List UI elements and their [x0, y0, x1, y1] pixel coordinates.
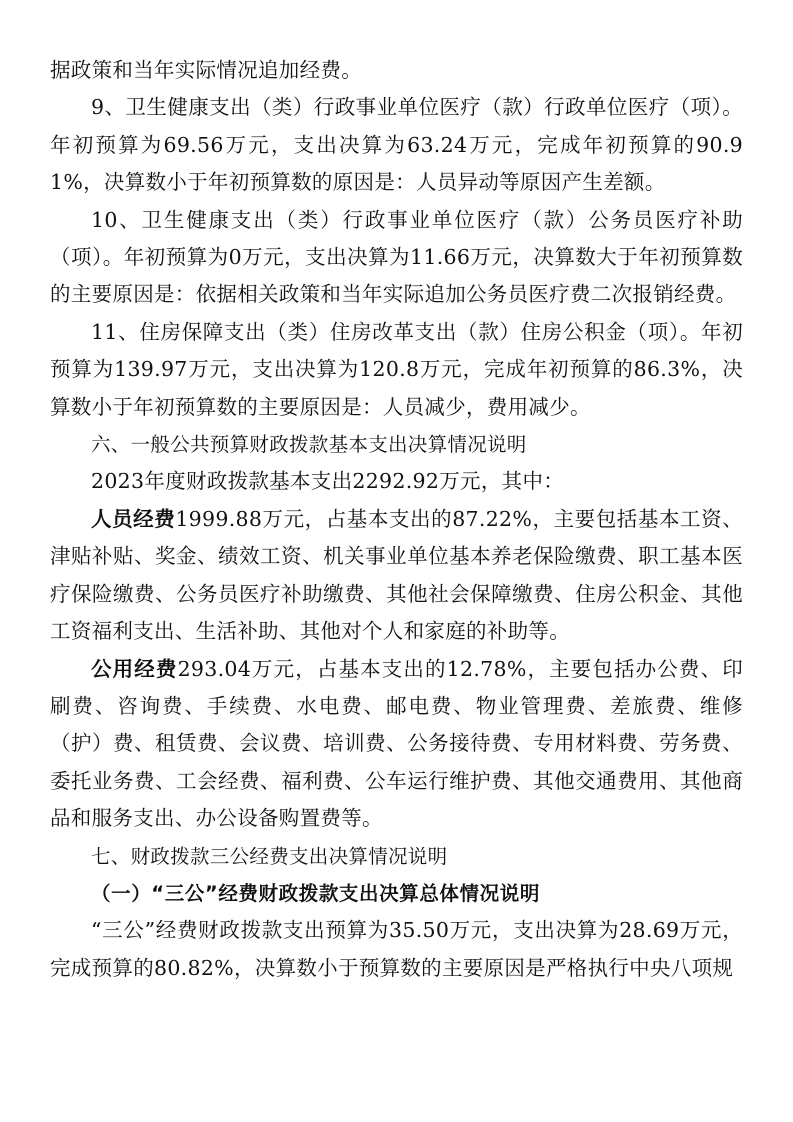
public-expenses-body: 293.04万元，占基本支出的12.78%，主要包括办公费、印刷费、咨询费、手续费、水电费、邮电费、物业管理费、差旅费、维修（护）费、租赁费、会议费、培训费、公务接待费、专用材料费、劳务费、委托业务费、工会经费、福利费、公车运行维护费、其他交通费用、其他商品和服务支出、办公设备购置费等。 — [50, 656, 744, 831]
paragraph-item-10: 10、卫生健康支出（类）行政事业单位医疗（款）公务员医疗补助（项）。年初预算为0万元，支出决算为11.66万元，决算数大于年初预算数的主要原因是：依据相关政策和当年实际追加公务员医疗费二次报销经费。 — [50, 207, 743, 307]
public-expenses-label: 公用经费 — [91, 656, 178, 681]
paragraph-three-public-expenses: “三公”经费财政拨款支出预算为35.50万元，支出决算为28.69万元，完成预算的80.82%，决算数小于预算数的主要原因是严格执行中央八项规 — [50, 918, 743, 980]
paragraph-item-9: 9、卫生健康支出（类）行政事业单位医疗（款）行政单位医疗（项）。年初预算为69.56万元，支出决算为63.24万元，完成年初预算的90.91%，决算数小于年初预算数的原因是：人员异动等原因产生差额。 — [50, 95, 743, 195]
paragraph-item-11: 11、住房保障支出（类）住房改革支出（款）住房公积金（项）。年初预算为139.97万元，支出决算为120.8万元，完成年初预算的86.3%，决算数小于年初预算数的主要原因是：人员减少，费用减少。 — [50, 319, 743, 419]
subsection-heading-7-1: （一）“三公”经费财政拨款支出决算总体情况说明 — [91, 881, 540, 905]
document-page — [50, 52, 743, 987]
personnel-expenses-label: 人员经费 — [91, 506, 176, 531]
section-heading-6: 六、一般公共预算财政拨款基本支出决算情况说明 — [91, 433, 527, 457]
paragraph-continuation: 据政策和当年实际情况追加经费。 — [50, 58, 362, 82]
personnel-expenses-body: 1999.88万元，占基本支出的87.22%，主要包括基本工资、津贴补贴、奖金、绩效工资、机关事业单位基本养老保险缴费、职工基本医疗保险缴费、公务员医疗补助缴费、其他社会保障缴费、住房公积金、其他工资福利支出、生活补助、其他对个人和家庭的补助等。 — [50, 506, 743, 644]
section-heading-7: 七、财政拨款三公经费支出决算情况说明 — [91, 844, 448, 868]
paragraph-personnel-expenses — [50, 501, 743, 651]
paragraph-basic-expenditure-total: 2023年度财政拨款基本支出2292.92万元，其中： — [91, 469, 565, 494]
paragraph-public-expenses — [50, 651, 743, 838]
